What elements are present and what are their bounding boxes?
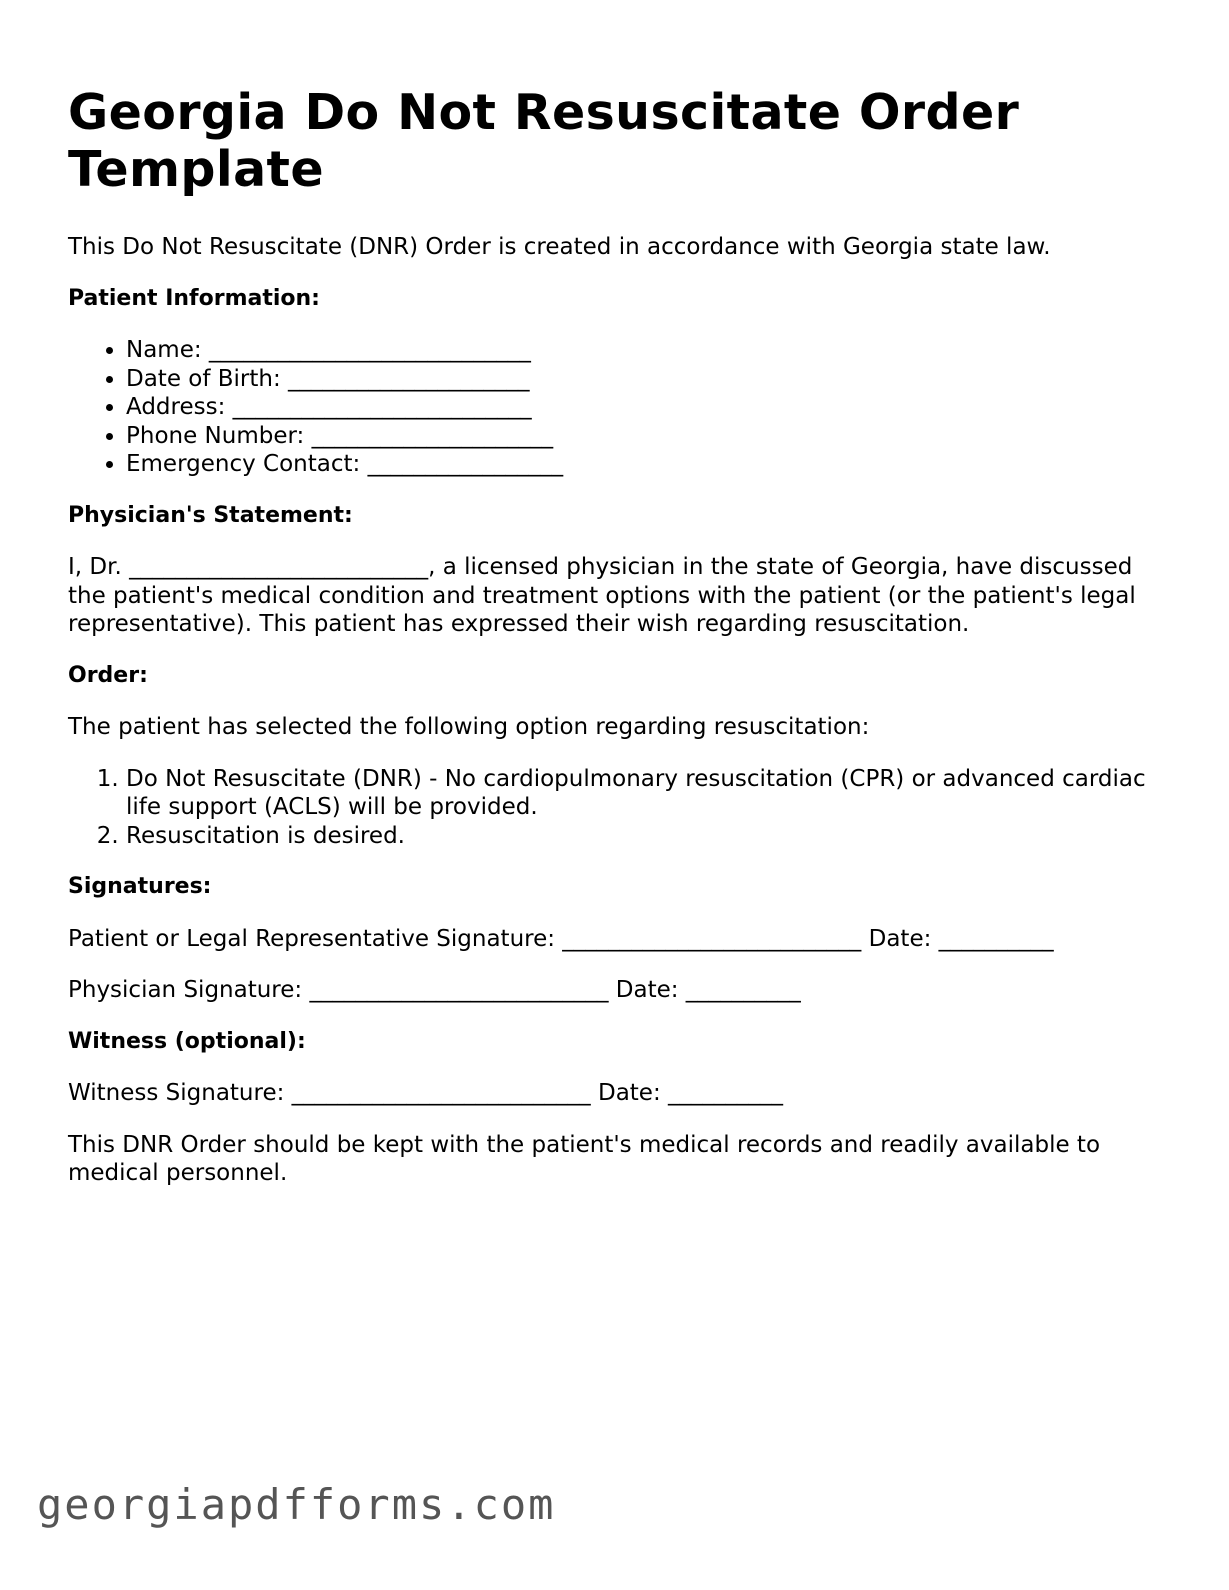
order-option-resuscitate: 2. Resuscitation is desired. xyxy=(126,822,1168,851)
closing-text: This DNR Order should be kept with the patient's medical records and readily available to medical personnel. xyxy=(68,1131,1101,1186)
patient-signature-line: Patient or Legal Representative Signature: __________________________ Date: __________ xyxy=(68,925,1054,952)
order-options-list xyxy=(68,765,1168,851)
order-heading: Order: xyxy=(68,662,148,688)
patient-emergency-contact-field: • Emergency Contact: _________________ xyxy=(126,450,1168,479)
document-title: Georgia Do Not Resuscitate Order Template xyxy=(68,84,1020,198)
patient-name-field: • Name: ____________________________ xyxy=(126,336,1168,365)
patient-dob-field: • Date of Birth: _____________________ xyxy=(126,365,1168,394)
order-intro: The patient has selected the following option regarding resuscitation: xyxy=(68,714,870,740)
patient-info-list xyxy=(68,336,1168,479)
patient-address-field: • Address: __________________________ xyxy=(126,393,1168,422)
order-option-dnr: 1. Do Not Resuscitate (DNR) - No cardiopulmonary resuscitation (CPR) or advanced cardiac life support (ACLS) will be provided. xyxy=(126,765,1168,822)
physician-statement-text: I, Dr. __________________________, a licensed physician in the state of Georgia, have discussed the patient's medical condition and treatment options with the patient (or the patient's legal representative). This patient has expressed their wish regarding resuscitation. xyxy=(68,554,1136,637)
witness-heading: Witness (optional): xyxy=(68,1028,306,1054)
patient-info-heading: Patient Information: xyxy=(68,285,320,311)
document-page xyxy=(68,84,1168,1188)
signatures-heading: Signatures: xyxy=(68,874,212,899)
witness-signature-line: Witness Signature: __________________________ Date: __________ xyxy=(68,1080,784,1106)
site-watermark: georgiapdfforms.com xyxy=(37,1480,556,1529)
physician-statement-heading: Physician's Statement: xyxy=(68,502,353,528)
physician-signature-line: Physician Signature: __________________________ Date: __________ xyxy=(68,977,801,1003)
intro-text: This Do Not Resuscitate (DNR) Order is created in accordance with Georgia state law. xyxy=(68,234,1051,260)
patient-phone-field: • Phone Number: _____________________ xyxy=(126,422,1168,451)
